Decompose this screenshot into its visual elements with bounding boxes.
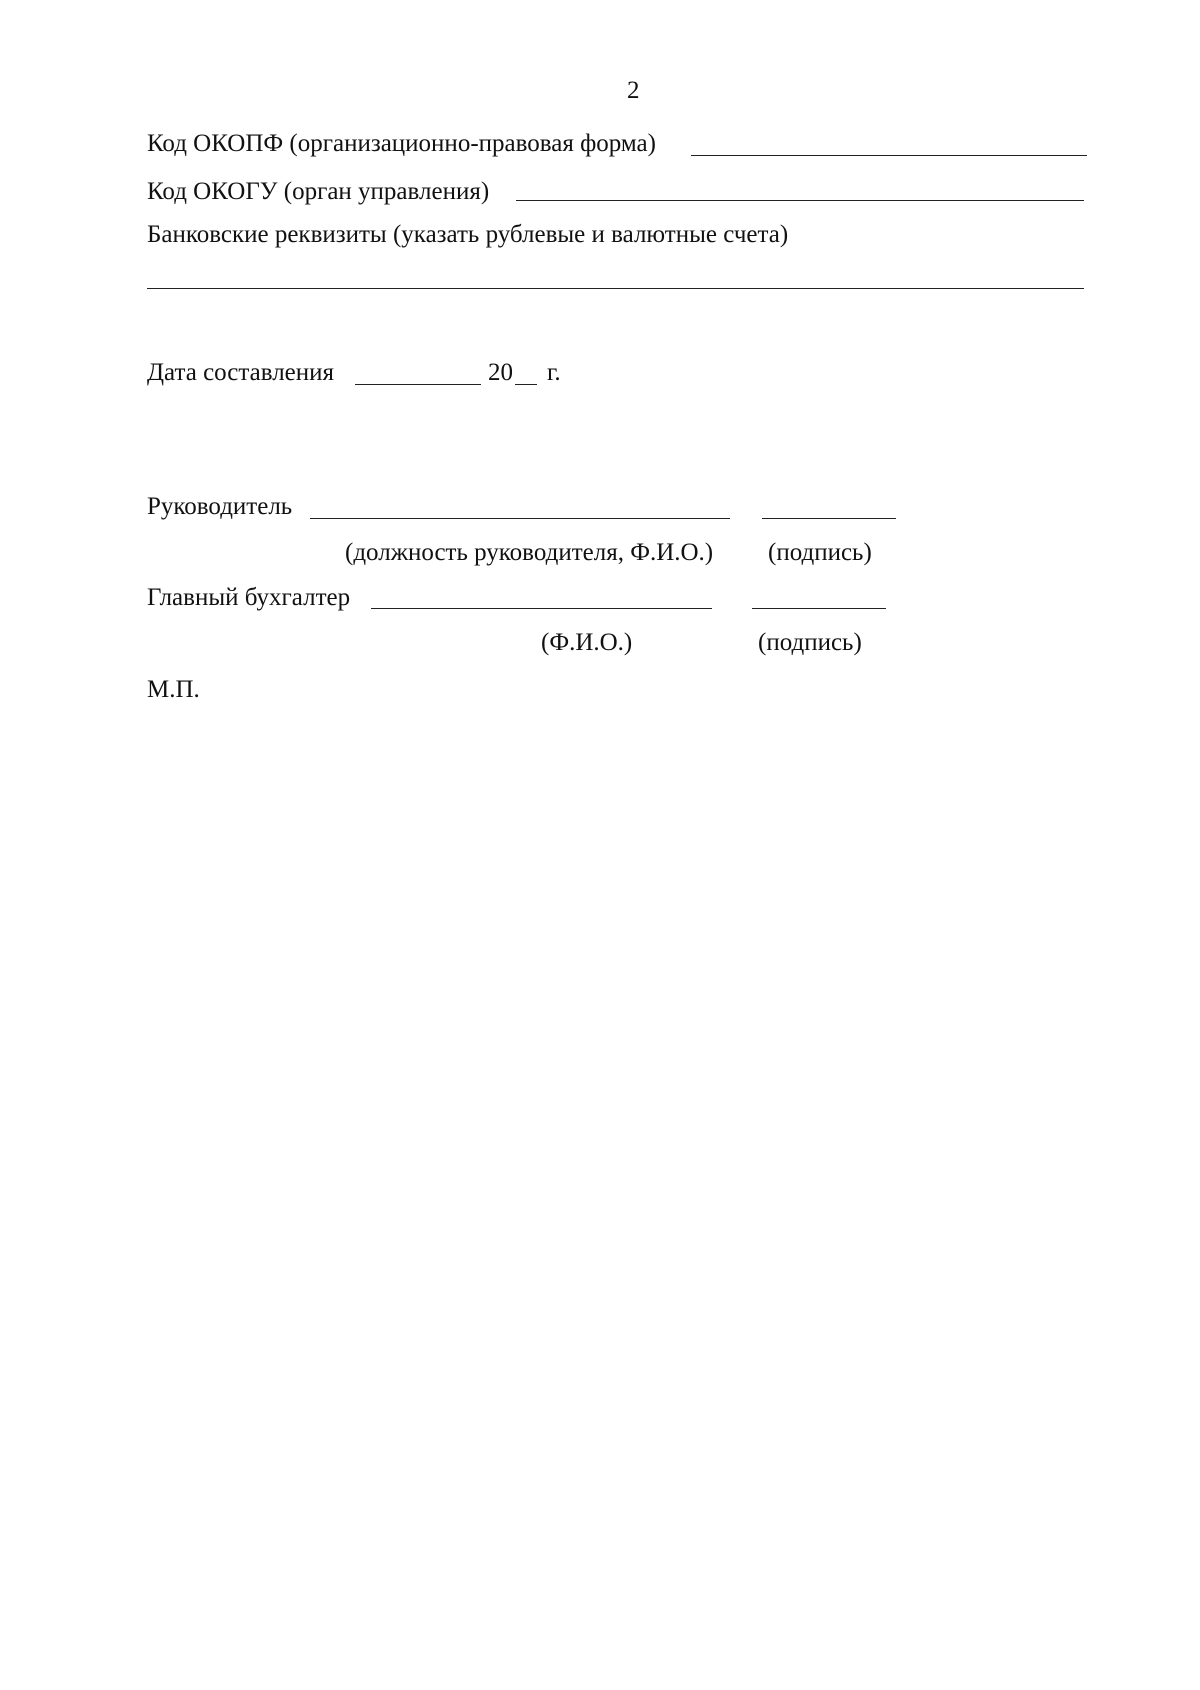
page-number: 2 <box>627 77 640 104</box>
chief-accountant-label: Главный бухгалтер <box>147 584 351 611</box>
head-label: Руководитель <box>147 493 293 520</box>
chief-accountant-signature-caption: (подпись) <box>758 629 862 656</box>
head-signature-blank-line[interactable] <box>762 518 896 519</box>
date-year-suffix: г. <box>547 359 561 386</box>
okogu-label: Код ОКОГУ (орган управления) <box>147 178 490 205</box>
chief-accountant-name-blank-line[interactable] <box>371 608 712 609</box>
okopf-blank-line[interactable] <box>691 155 1087 156</box>
bank-details-blank-line[interactable] <box>147 288 1084 289</box>
date-year-prefix: 20 <box>488 359 513 386</box>
okogu-blank-line[interactable] <box>516 200 1084 201</box>
date-year-blank-line[interactable] <box>515 384 537 385</box>
head-signature-caption: (подпись) <box>768 539 872 566</box>
bank-details-label: Банковские реквизиты (указать рублевые и валютные счета) <box>147 221 789 248</box>
okopf-label: Код ОКОПФ (организационно-правовая форма) <box>147 130 656 157</box>
head-name-caption: (должность руководителя, Ф.И.О.) <box>345 539 714 566</box>
chief-accountant-name-caption: (Ф.И.О.) <box>541 629 633 656</box>
head-name-blank-line[interactable] <box>310 518 730 519</box>
date-day-month-blank-line[interactable] <box>355 384 481 385</box>
chief-accountant-signature-blank-line[interactable] <box>752 608 886 609</box>
date-label: Дата составления <box>147 359 335 386</box>
stamp-place-label: М.П. <box>147 676 200 703</box>
